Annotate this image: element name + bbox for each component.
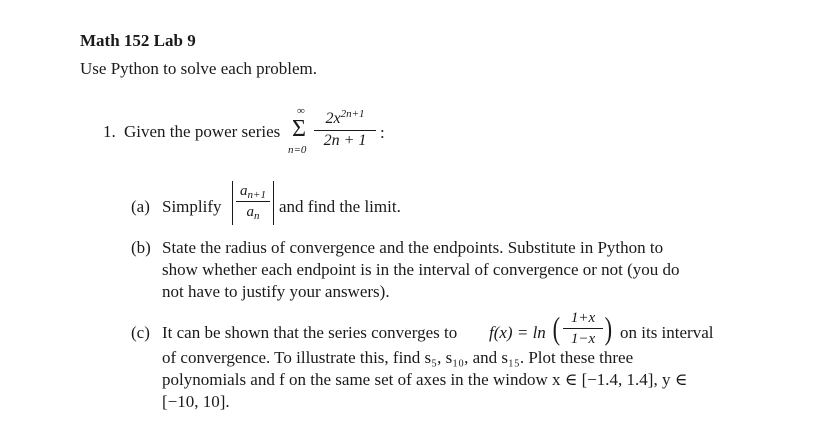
sum-lower-limit: n=0	[288, 144, 307, 156]
ratio-denominator: $a_n$	[246, 204, 260, 222]
page-title: Math 152 Lab 9	[80, 31, 196, 50]
left-paren: (	[552, 310, 561, 346]
part-c-line-1-before: It can be shown that the series converges to	[162, 323, 458, 342]
part-a-text-before: Simplify	[162, 197, 222, 216]
sigma-symbol: Σ	[292, 116, 306, 142]
sum-upper-limit: ∞	[297, 105, 305, 117]
ratio-numerator: $a_{n+1}$	[240, 183, 266, 201]
problem-number: 1.	[103, 122, 116, 141]
log-numerator: 1+x	[570, 310, 596, 326]
fraction-bar	[563, 328, 603, 329]
right-paren: )	[604, 310, 613, 346]
log-denominator: 1−x	[570, 331, 596, 347]
fraction-bar	[236, 201, 270, 202]
log-fraction	[563, 309, 603, 348]
ratio-absolute-value	[232, 181, 274, 225]
log-argument-fraction	[551, 307, 617, 351]
part-a-label: (a)	[131, 197, 150, 216]
part-b-label: (b)	[131, 238, 151, 257]
power-series-expression	[288, 105, 398, 160]
part-c-line-3: polynomials and f on the same set of axes in the window x ∈ [−1.4, 1.4], y ∈	[162, 370, 688, 389]
part-c-line-2: of convergence. To illustrate this, find s₅, s₁₀, and s₁₅. Plot these three	[162, 348, 634, 367]
problem-intro: Given the power series	[124, 122, 281, 141]
part-c-label: (c)	[131, 323, 150, 342]
series-term-fraction	[314, 110, 376, 150]
part-b-line-3: not have to justify your answers).	[162, 282, 390, 301]
instructions: Use Python to solve each problem.	[80, 59, 318, 78]
part-a-text-after: and find the limit.	[279, 197, 401, 216]
series-colon: :	[380, 123, 385, 142]
part-b-line-1: State the radius of convergence and the endpoints. Substitute in Python to	[162, 238, 664, 257]
part-c-line-1-after: on its interval	[620, 323, 714, 342]
series-denominator: 2n + 1	[323, 132, 367, 149]
series-numerator: $2x^{2n+1}$	[325, 108, 365, 127]
part-c-function: f(x) = ln	[489, 323, 546, 342]
part-b-line-2: show whether each endpoint is in the interval of convergence or not (you do	[162, 260, 680, 279]
part-c-line-4: [−10, 10].	[162, 392, 230, 411]
fraction-bar	[314, 130, 376, 131]
